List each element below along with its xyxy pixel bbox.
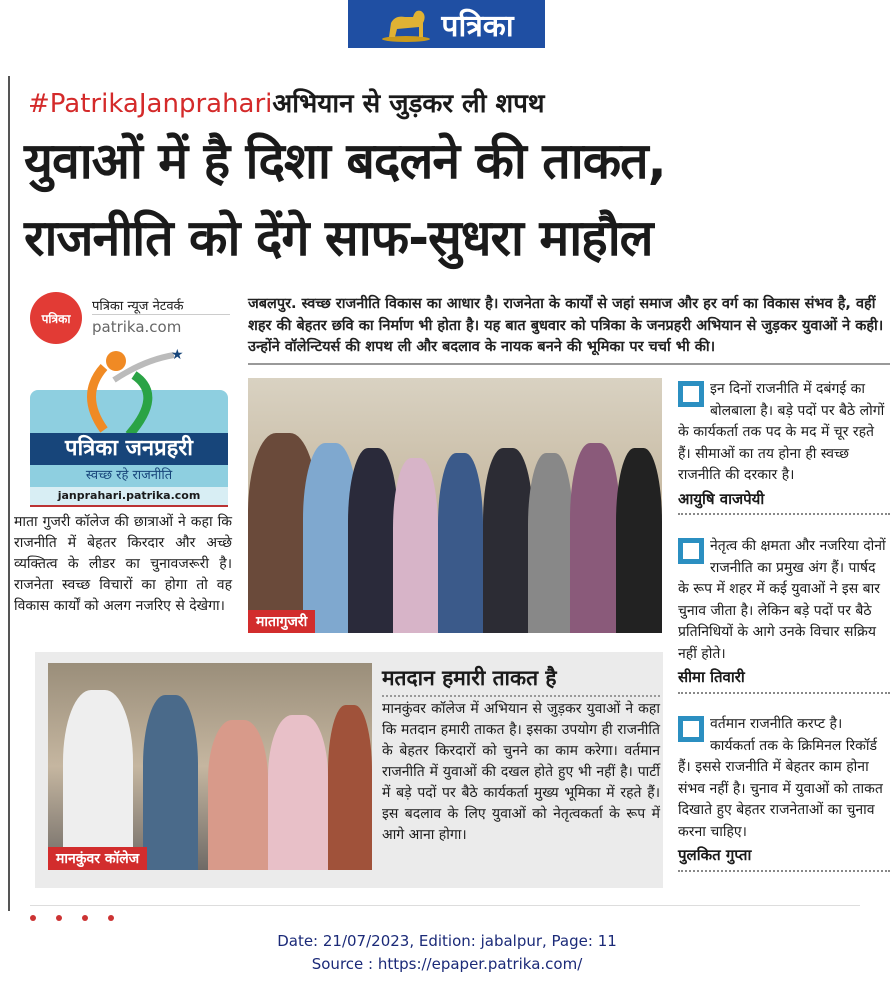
quote-author: सीमा तिवारी <box>678 667 890 694</box>
masthead-name: पत्रिका <box>441 8 514 44</box>
quote-3 <box>678 714 890 872</box>
quote-icon <box>678 381 704 407</box>
quote-1 <box>678 379 890 515</box>
janprahari-logo <box>30 345 228 507</box>
quote-text: वर्तमान राजनीति करप्ट है। कार्यकर्ता तक के क्रिमिनल रिकॉर्ड हैं। इससे राजनीति में बेहतर काम होना संभव नहीं है। चुनाव में युवाओं को ताकत दिखाते हुए बेहतर राजनेताओं का चुनाव करना चाहिए। <box>678 716 883 840</box>
headline-line-2: राजनीति को देंगे साफ-सुधरा माहौल <box>24 209 653 267</box>
footer-source: Source : https://epaper.patrika.com/ <box>311 955 583 973</box>
quote-2 <box>678 536 890 694</box>
quote-author: पुलकित गुप्ता <box>678 845 890 872</box>
masthead-logo <box>348 0 545 48</box>
quote-author: आयुषि वाजपेयी <box>678 489 890 516</box>
photo-mata-gujri <box>248 378 662 633</box>
box-title: मतदान हमारी ताकत है <box>382 664 660 697</box>
photo-mankunwar-college <box>48 663 372 870</box>
kicker <box>28 84 545 120</box>
footer-date-edition: Date: 21/07/2023, Edition: jabalpur, Page: 11 <box>277 932 617 950</box>
headline-line-1: युवाओं में है दिशा बदलने की ताकत, <box>24 132 666 190</box>
intro-paragraph: जबलपुर. स्वच्छ राजनीति विकास का आधार है। राजनेता के कार्यों से जहां समाज और हर वर्ग का विकास संभव है, वहीं शहर की बेहतर छवि का निर्माण भी होता है। यह बात बुधवार को पत्रिका के जनप्रहरी अभियान से जुड़कर युवाओं ने कही। उन्होंने वॉलेन्टियर्स की शपथ ली और बदलाव के नायक बनने की भूमिका पर चर्चा भी की। <box>248 294 890 365</box>
cut-off-next-article <box>30 905 860 918</box>
logo-title: पत्रिका जनप्रहरी <box>30 433 228 465</box>
byline-network: पत्रिका न्यूज नेटवर्क <box>92 296 230 315</box>
left-column-text: माता गुजरी कॉलेज की छात्राओं ने कहा कि राजनीति में बेहतर किरदार और अच्छे व्यक्तित्व के लीडर का चुनावजरूरी है। राजनेता स्वच्छ विचारों का होगा तो वह विकास कार्यों को अलग नजरिए से देखेगा। <box>14 514 232 614</box>
patrika-badge: पत्रिका <box>30 292 82 344</box>
quote-text: इन दिनों राजनीति में दबंगई का बोलबाला है। बड़े पदों पर बैठे लोगों के कार्यकर्ता तक पद के मद में चूर रहते हैं। सीमाओं का तय होना ही स्वच्छ राजनीति की दरकार है। <box>678 381 885 483</box>
quote-icon <box>678 538 704 564</box>
kicker-hashtag: #PatrikaJanprahari <box>28 89 273 119</box>
janprahari-emblem-icon <box>74 345 184 445</box>
photo1-caption: मातागुजरी <box>248 610 315 633</box>
column-rule <box>8 76 10 911</box>
box-text: मानकुंवर कॉलेज में अभियान से जुड़कर युवाओं ने कहा कि मतदान हमारी ताकत है। इसका उपयोग ही राजनीति के बेहतर किरदारों को चुनने का काम करेगा। वर्तमान राजनीति में युवाओं की दखल होते हुए भी नहीं है। पार्टी में बड़े पदों पर बैठे कार्यकर्ता मुख्य भूमिका में रहते हैं। इस बदलाव के लिए युवाओं को नेतृत्वकर्ता के रूप में आगे आना होगा। <box>382 701 660 843</box>
logo-url: janprahari.patrika.com <box>30 487 228 507</box>
photo2-caption: मानकुंवर कॉलेज <box>48 847 147 870</box>
quote-icon <box>678 716 704 742</box>
svg-text:★: ★ <box>171 347 184 363</box>
byline-site: patrika.com <box>92 318 182 336</box>
lion-emblem-icon <box>379 5 433 43</box>
quote-text: नेतृत्व की क्षमता और नजरिया दोनों राजनीति का प्रमुख अंग हैं। पार्षद के रूप में शहर में कई युवाओं ने इस बार चुनाव जीता है। लेकिन बड़े पदों पर बैठे प्रतिनिधियों के आगे उनके विचार सक्रिय नहीं होते। <box>678 538 886 662</box>
kicker-text: अभियान से जुड़कर ली शपथ <box>272 89 545 119</box>
logo-slogan: स्वच्छ रहे राजनीति <box>30 465 228 487</box>
